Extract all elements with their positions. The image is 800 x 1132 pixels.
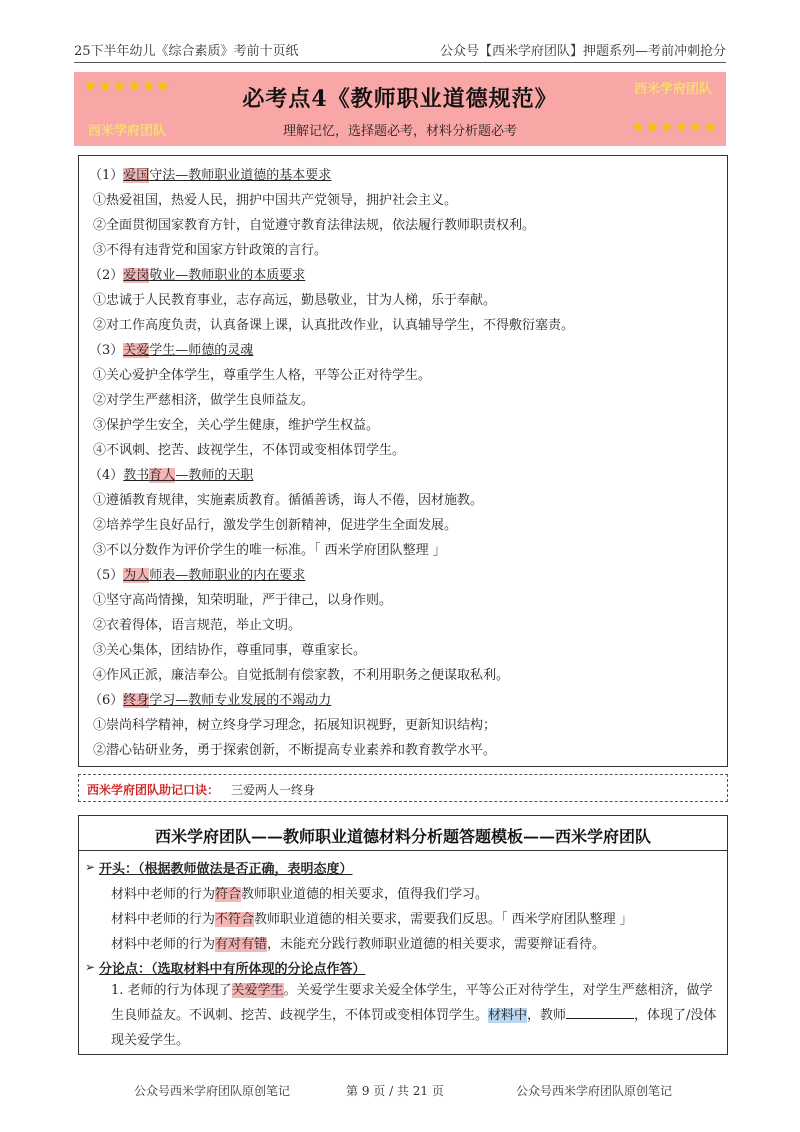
opening-line: 材料中老师的行为符合教师职业道德的相关要求，值得我们学习。 <box>111 887 489 902</box>
list-item: ①崇尚科学精神，树立终身学习理念，拓展知识视野，更新知识结构； <box>93 718 497 733</box>
mnemonic-text: 三爱两人一终身 <box>231 783 316 797</box>
header-right-text: 公众号【西米学府团队】押题系列—考前冲刺抢分 <box>439 44 726 59</box>
list-item: ②对学生严慈相济，做学生良师益友。 <box>93 393 315 408</box>
star-rating-icon: ★★★★★★ <box>631 118 718 136</box>
section-heading: （6）终身学习—教师专业发展的不竭动力 <box>89 693 332 708</box>
section-heading: （3）关爱学生—师德的灵魂 <box>89 343 254 358</box>
banner-watermark-bottom: 西米学府团队 <box>88 124 167 139</box>
list-item: ④不讽刺、挖苦、歧视学生，不体罚或变相体罚学生。 <box>93 443 406 458</box>
arrow-bullet-icon: ➢ <box>85 860 96 874</box>
section-heading: （1）爱国守法—教师职业道德的基本要求 <box>89 168 332 183</box>
list-item: ①忠诚于人民教育事业，志存高远，勤恳敬业，甘为人梯，乐于奉献。 <box>93 293 497 308</box>
page-header <box>74 40 726 58</box>
section-heading: （4）教书育人—教师的天职 <box>89 468 254 483</box>
list-item: ①关心爱护全体学生，尊重学生人格，平等公正对待学生。 <box>93 368 432 383</box>
point-paragraph: 1. 老师的行为体现了关爱学生。关爱学生要求关爱全体学生，平等公正对待学生，对学生严慈相济，做学生良师益友。不讽刺、挖苦、歧视学生，不体罚或变相体罚学生。材料中，教师 ，体现了/没体现关爱学生。 <box>111 983 717 1048</box>
page-subtitle: 理解记忆，选择题必考，材料分析题必考 <box>282 124 517 139</box>
opening-line: 材料中老师的行为有对有错，未能充分践行教师职业道德的相关要求，需要辩证看待。 <box>111 937 606 952</box>
header-divider <box>74 62 726 63</box>
opening-line: 材料中老师的行为不符合教师职业道德的相关要求，需要我们反思。「 西米学府团队整理 」 <box>111 912 633 927</box>
page-footer <box>0 1082 800 1102</box>
arrow-bullet-icon: ➢ <box>85 960 96 974</box>
mnemonic-box <box>78 774 728 802</box>
list-item: ②潜心钻研业务，勇于探索创新，不断提高专业素养和教育教学水平。 <box>93 743 497 758</box>
list-item: ④作风正派，廉洁奉公。自觉抵制有偿家教，不利用职务之便谋取私利。 <box>93 668 510 683</box>
title-banner <box>74 72 726 146</box>
banner-watermark-top: 西米学府团队 <box>633 82 712 97</box>
star-rating-icon: ★★★★★★ <box>84 77 171 95</box>
template-title: 西米学府团队——教师职业道德材料分析题答题模板——西米学府团队 <box>154 827 651 846</box>
points-heading: 分论点：（选取材料中有所体现的分论点作答） <box>99 962 366 977</box>
opening-heading: 开头：（根据教师做法是否正确，表明态度） <box>99 862 353 877</box>
page-number: 第 9 页 / 共 21 页 <box>346 1084 444 1098</box>
header-left-text: 25下半年幼儿《综合素质》考前十页纸 <box>74 44 299 59</box>
list-item: ②对工作高度负责，认真备课上课，认真批改作业，认真辅导学生，不得敷衍塞责。 <box>93 318 575 333</box>
footer-left-text: 公众号西米学府团队原创笔记 <box>134 1084 291 1098</box>
list-item: ③不以分数作为评价学生的唯一标准。「 西米学府团队整理 」 <box>93 543 446 558</box>
content-box <box>78 155 728 767</box>
section-heading: （5）为人师表—教师职业的内在要求 <box>89 568 306 583</box>
list-item: ③不得有违背党和国家方针政策的言行。 <box>93 243 328 258</box>
answer-template-box <box>78 815 728 1055</box>
list-item: ①坚守高尚情操，知荣明耻，严于律己，以身作则。 <box>93 593 393 608</box>
list-item: ①热爱祖国，热爱人民，拥护中国共产党领导，拥护社会主义。 <box>93 193 458 208</box>
list-item: ②全面贯彻国家教育方针，自觉遵守教育法律法规，依法履行教师职责权利。 <box>93 218 536 233</box>
template-divider <box>79 850 727 851</box>
page-title: 必考点4《教师职业道德规范》 <box>242 86 558 112</box>
list-item: ②衣着得体，语言规范，举止文明。 <box>93 618 302 633</box>
list-item: ②培养学生良好品行，激发学生创新精神，促进学生全面发展。 <box>93 518 458 533</box>
list-item: ③保护学生安全，关心学生健康，维护学生权益。 <box>93 418 380 433</box>
fill-in-blank[interactable] <box>566 1006 634 1019</box>
list-item: ①遵循教育规律，实施素质教育。循循善诱，诲人不倦，因材施教。 <box>93 493 484 508</box>
section-heading: （2）爱岗敬业—教师职业的本质要求 <box>89 268 306 283</box>
list-item: ③关心集体，团结协作，尊重同事，尊重家长。 <box>93 643 367 658</box>
footer-right-text: 公众号西米学府团队原创笔记 <box>516 1084 673 1098</box>
mnemonic-label: 西米学府团队助记口诀： <box>87 783 220 797</box>
